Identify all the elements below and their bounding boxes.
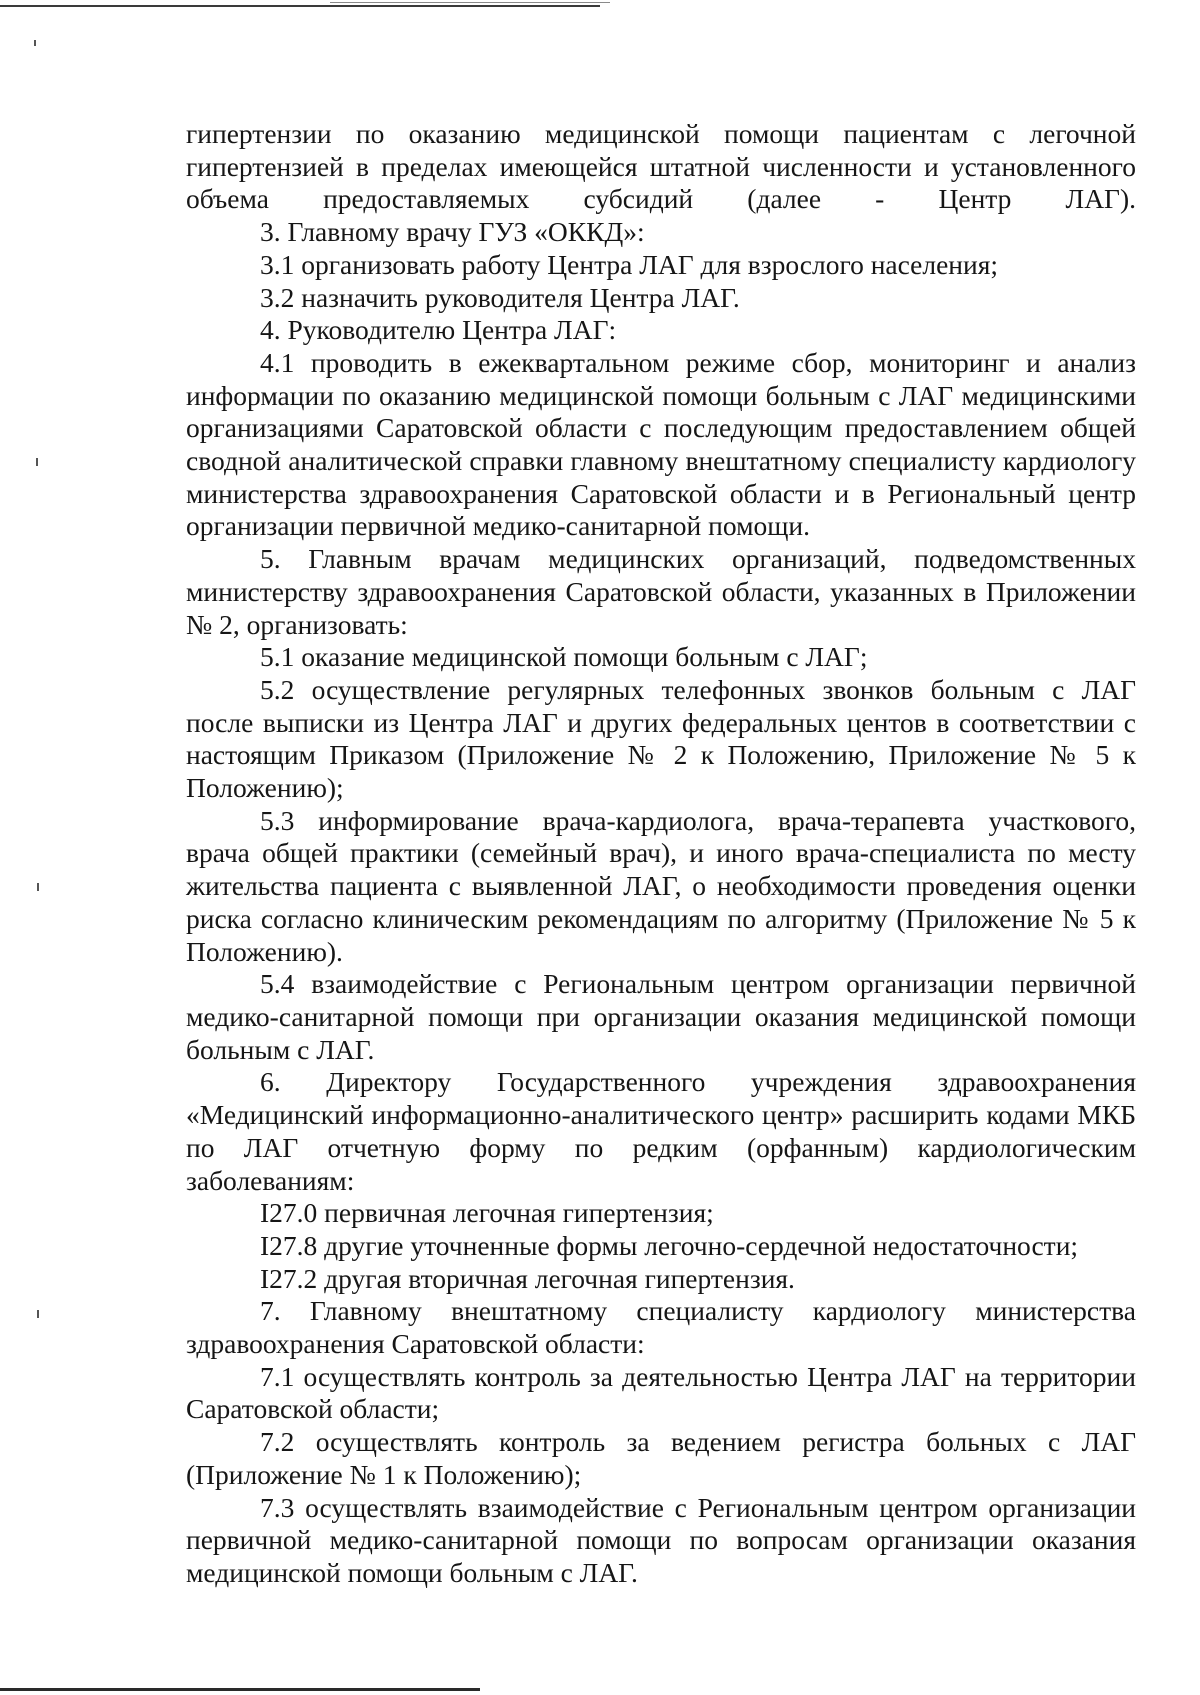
- scan-edge-top-faint: [330, 2, 610, 3]
- paragraph: 5.2 осуществление регулярных телефонных звонков больным с ЛАГ после выписки из Центра ЛАГ и других федеральных центов в соответствии с настоящим Приказом (Приложение № 2 к Положению, Приложение № 5 к Положению);: [186, 673, 1136, 804]
- paragraph: I27.0 первичная легочная гипертензия;: [260, 1197, 714, 1229]
- scan-speck: [36, 458, 38, 466]
- paragraph: 4.1 проводить в ежеквартальном режиме сбор, мониторинг и анализ информации по оказанию медицинской помощи больным с ЛАГ медицинскими организациями Саратовской области с последующим предоставлением общей сводной аналитической справки главному внештатному специалисту кардиологу министерства здравоохранения Саратовской области и в Региональный центр организации первичной медико-санитарной помощи.: [186, 346, 1136, 542]
- document-page: [186, 118, 1136, 1590]
- paragraph: 7. Главному внештатному специалисту кардиологу министерства здравоохранения Саратовской области:: [186, 1295, 1136, 1360]
- paragraph: гипертензии по оказанию медицинской помощи пациентам с легочной гипертензией в пределах имеющейся штатной численности и установленного объема предоставляемых субсидий (далее - Центр ЛАГ).: [186, 118, 1136, 215]
- paragraph: 4. Руководителю Центра ЛАГ:: [260, 314, 617, 346]
- paragraph: 5. Главным врачам медицинских организаций, подведомственных министерству здравоохранения Саратовской области, указанных в Приложении № 2, организовать:: [186, 543, 1136, 640]
- paragraph: 5.1 оказание медицинской помощи больным с ЛАГ;: [260, 641, 868, 673]
- paragraph: 3. Главному врачу ГУЗ «ОККД»:: [260, 216, 645, 248]
- paragraph: 6. Директору Государственного учреждения здравоохранения «Медицинский информационно-аналитического центр» расширить кодами МКБ по ЛАГ отчетную форму по редким (орфанным) кардиологическим заболеваниям:: [186, 1066, 1136, 1196]
- scan-speck: [34, 40, 36, 46]
- paragraph: 7.2 осуществлять контроль за ведением регистра больных с ЛАГ (Приложение № 1 к Положению);: [186, 1426, 1136, 1490]
- paragraph: 7.1 осуществлять контроль за деятельностью Центра ЛАГ на территории Саратовской области;: [186, 1360, 1136, 1425]
- scan-speck: [37, 883, 39, 891]
- scan-speck: [37, 1310, 39, 1318]
- paragraph: 3.1 организовать работу Центра ЛАГ для взрослого населения;: [260, 248, 999, 280]
- scan-edge-bottom: [0, 1688, 480, 1691]
- paragraph: 5.4 взаимодействие с Региональным центром организации первичной медико-санитарной помощи при организации оказания медицинской помощи больным с ЛАГ.: [186, 968, 1136, 1065]
- paragraph: I27.2 другая вторичная легочная гипертензия.: [260, 1262, 795, 1294]
- paragraph: 3.2 назначить руководителя Центра ЛАГ.: [260, 281, 740, 313]
- paragraph: 5.3 информирование врача-кардиолога, врача-терапевта участкового, врача общей практики (семейный врач), и иного врача-специалиста по месту жительства пациента с выявленной ЛАГ, о необходимости проведения оценки риска согласно клиническим рекомендациям по алгоритму (Приложение № 5 к Положению).: [186, 804, 1136, 967]
- paragraph: 7.3 осуществлять взаимодействие с Региональным центром организации первичной медико-санитарной помощи по вопросам организации оказания медицинской помощи больным с ЛАГ.: [186, 1491, 1136, 1588]
- paragraph: I27.8 другие уточненные формы легочно-сердечной недостаточности;: [260, 1229, 1079, 1261]
